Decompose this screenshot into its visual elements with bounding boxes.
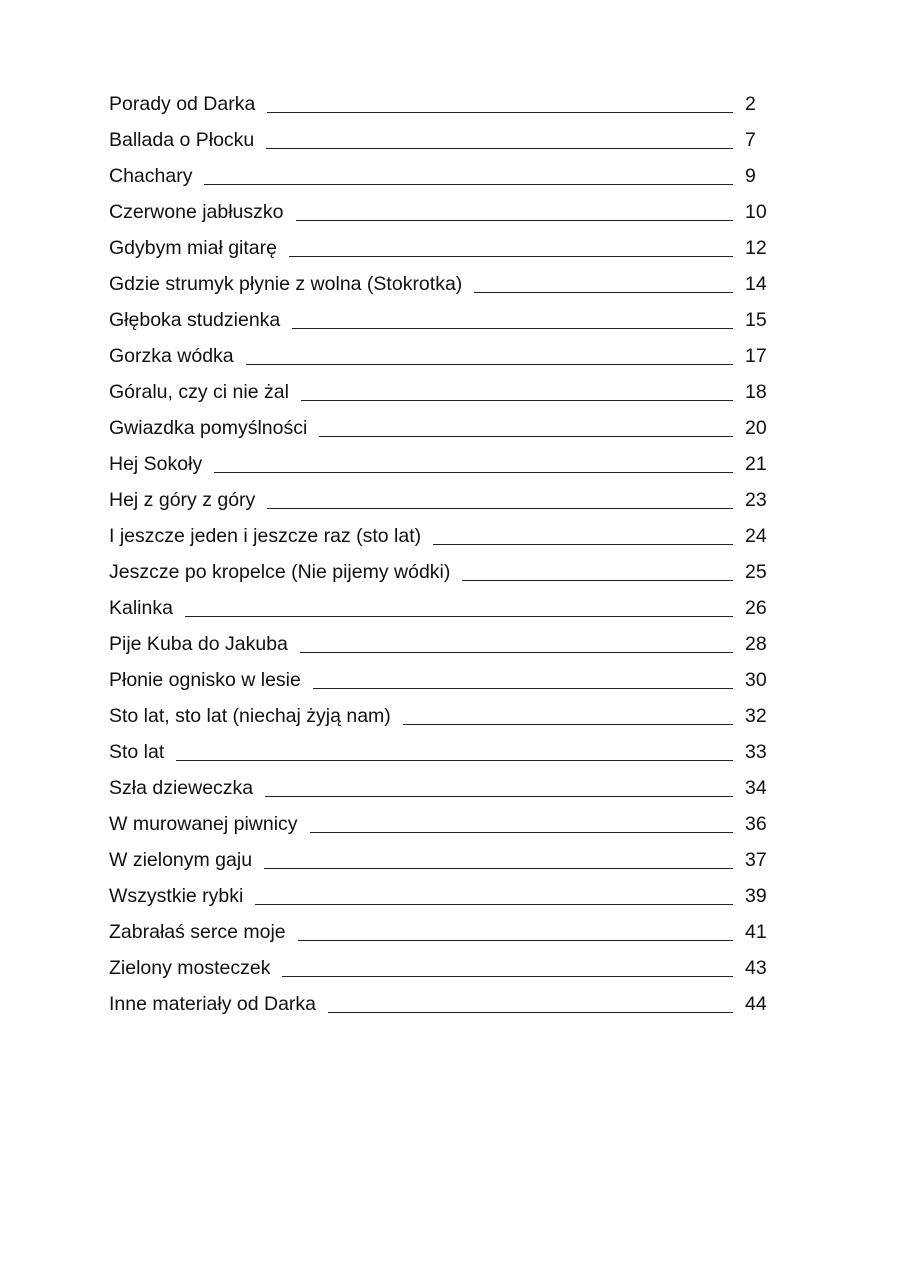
toc-entry-page-number[interactable]: 21 — [745, 453, 767, 475]
toc-entry-title[interactable]: Głęboka studzienka — [109, 309, 281, 331]
toc-entry-page-number[interactable]: 20 — [745, 417, 767, 439]
toc-entry[interactable] — [109, 446, 770, 482]
toc-entry-title[interactable]: Inne materiały od Darka — [109, 993, 317, 1015]
toc-entry-title[interactable]: W murowanej piwnicy — [109, 813, 298, 835]
toc-leader-line — [266, 148, 733, 149]
toc-entry-page-number[interactable]: 32 — [745, 705, 767, 727]
toc-entry-page-number[interactable]: 30 — [745, 669, 767, 691]
toc-entry-page-number[interactable]: 24 — [745, 525, 767, 547]
toc-entry-page-number[interactable]: 36 — [745, 813, 767, 835]
toc-leader-line — [267, 508, 733, 509]
toc-leader-line — [282, 976, 733, 977]
toc-entry-page-number[interactable]: 26 — [745, 597, 767, 619]
toc-leader-line — [310, 832, 733, 833]
toc-entry-title[interactable]: Zielony mosteczek — [109, 957, 271, 979]
toc-entry[interactable] — [109, 914, 770, 950]
toc-entry[interactable] — [109, 770, 770, 806]
toc-leader-line — [176, 760, 733, 761]
toc-entry-title[interactable]: Góralu, czy ci nie żal — [109, 381, 289, 403]
toc-entry-title[interactable]: Sto lat, sto lat (niechaj żyją nam) — [109, 705, 391, 727]
toc-entry-page-number[interactable]: 23 — [745, 489, 767, 511]
toc-entry-title[interactable]: Pije Kuba do Jakuba — [109, 633, 288, 655]
toc-entry[interactable] — [109, 158, 770, 194]
toc-leader-line — [462, 580, 733, 581]
toc-entry[interactable] — [109, 626, 770, 662]
toc-entry-title[interactable]: Wszystkie rybki — [109, 885, 244, 907]
toc-entry[interactable] — [109, 302, 770, 338]
toc-leader-line — [214, 472, 733, 473]
toc-entry[interactable] — [109, 266, 770, 302]
toc-leader-line — [313, 688, 733, 689]
toc-entry-title[interactable]: W zielonym gaju — [109, 849, 253, 871]
toc-leader-line — [265, 796, 733, 797]
toc-leader-line — [185, 616, 733, 617]
toc-leader-line — [267, 112, 733, 113]
toc-entry-title[interactable]: Gdzie strumyk płynie z wolna (Stokrotka) — [109, 273, 463, 295]
toc-leader-line — [301, 400, 733, 401]
toc-entry[interactable] — [109, 662, 770, 698]
toc-entry[interactable] — [109, 590, 770, 626]
toc-entry-page-number[interactable]: 39 — [745, 885, 767, 907]
toc-entry-title[interactable]: Porady od Darka — [109, 93, 256, 115]
toc-entry[interactable] — [109, 374, 770, 410]
toc-entry-page-number[interactable]: 28 — [745, 633, 767, 655]
toc-entry-title[interactable]: Czerwone jabłuszko — [109, 201, 284, 223]
toc-entry[interactable] — [109, 554, 770, 590]
toc-leader-line — [289, 256, 733, 257]
toc-entry-page-number[interactable]: 37 — [745, 849, 767, 871]
toc-entry[interactable] — [109, 338, 770, 374]
toc-leader-line — [298, 940, 733, 941]
toc-entry[interactable] — [109, 806, 770, 842]
toc-entry-page-number[interactable]: 18 — [745, 381, 767, 403]
toc-entry[interactable] — [109, 518, 770, 554]
toc-entry[interactable] — [109, 986, 770, 1022]
toc-entry-title[interactable]: Sto lat — [109, 741, 165, 763]
toc-entry[interactable] — [109, 734, 770, 770]
toc-entry-title[interactable]: Płonie ognisko w lesie — [109, 669, 301, 691]
toc-entry-title[interactable]: I jeszcze jeden i jeszcze raz (sto lat) — [109, 525, 422, 547]
toc-leader-line — [328, 1012, 733, 1013]
toc-entry-title[interactable]: Gdybym miał gitarę — [109, 237, 277, 259]
toc-leader-line — [292, 328, 733, 329]
toc-entry-page-number[interactable]: 43 — [745, 957, 767, 979]
toc-entry-page-number[interactable]: 15 — [745, 309, 767, 331]
toc-entry-title[interactable]: Hej Sokoły — [109, 453, 203, 475]
toc-entry-title[interactable]: Gorzka wódka — [109, 345, 234, 367]
toc-entry-page-number[interactable]: 9 — [745, 165, 756, 187]
toc-entry-title[interactable]: Zabrałaś serce moje — [109, 921, 286, 943]
toc-entry-page-number[interactable]: 44 — [745, 993, 767, 1015]
toc-entry[interactable] — [109, 122, 770, 158]
toc-entry-page-number[interactable]: 34 — [745, 777, 767, 799]
toc-leader-line — [300, 652, 733, 653]
toc-entry[interactable] — [109, 410, 770, 446]
toc-leader-line — [319, 436, 733, 437]
toc-leader-line — [246, 364, 733, 365]
toc-entry[interactable] — [109, 698, 770, 734]
toc-entry-page-number[interactable]: 10 — [745, 201, 767, 223]
toc-entry[interactable] — [109, 194, 770, 230]
toc-entry-page-number[interactable]: 7 — [745, 129, 756, 151]
toc-leader-line — [296, 220, 733, 221]
toc-entry-page-number[interactable]: 33 — [745, 741, 767, 763]
toc-entry-title[interactable]: Chachary — [109, 165, 193, 187]
toc-leader-line — [264, 868, 733, 869]
toc-entry[interactable] — [109, 950, 770, 986]
toc-entry[interactable] — [109, 842, 770, 878]
toc-entry[interactable] — [109, 86, 770, 122]
toc-entry-title[interactable]: Ballada o Płocku — [109, 129, 255, 151]
toc-leader-line — [474, 292, 733, 293]
toc-leader-line — [204, 184, 733, 185]
toc-entry-title[interactable]: Kalinka — [109, 597, 173, 619]
toc-entry-title[interactable]: Hej z góry z góry — [109, 489, 256, 511]
toc-entry[interactable] — [109, 482, 770, 518]
toc-leader-line — [433, 544, 733, 545]
toc-entry-page-number[interactable]: 25 — [745, 561, 767, 583]
toc-entry-title[interactable]: Szła dzieweczka — [109, 777, 254, 799]
toc-entry-title[interactable]: Gwiazdka pomyślności — [109, 417, 308, 439]
toc-entry-page-number[interactable]: 14 — [745, 273, 767, 295]
toc-entry[interactable] — [109, 230, 770, 266]
toc-leader-line — [255, 904, 733, 905]
toc-entry-page-number[interactable]: 17 — [745, 345, 767, 367]
toc-entry-page-number[interactable]: 12 — [745, 237, 767, 259]
toc-entry-title[interactable]: Jeszcze po kropelce (Nie pijemy wódki) — [109, 561, 451, 583]
toc-leader-line — [403, 724, 733, 725]
toc-entry-page-number[interactable]: 2 — [745, 93, 756, 115]
table-of-contents — [109, 86, 770, 1022]
toc-entry-page-number[interactable]: 41 — [745, 921, 767, 943]
toc-entry[interactable] — [109, 878, 770, 914]
